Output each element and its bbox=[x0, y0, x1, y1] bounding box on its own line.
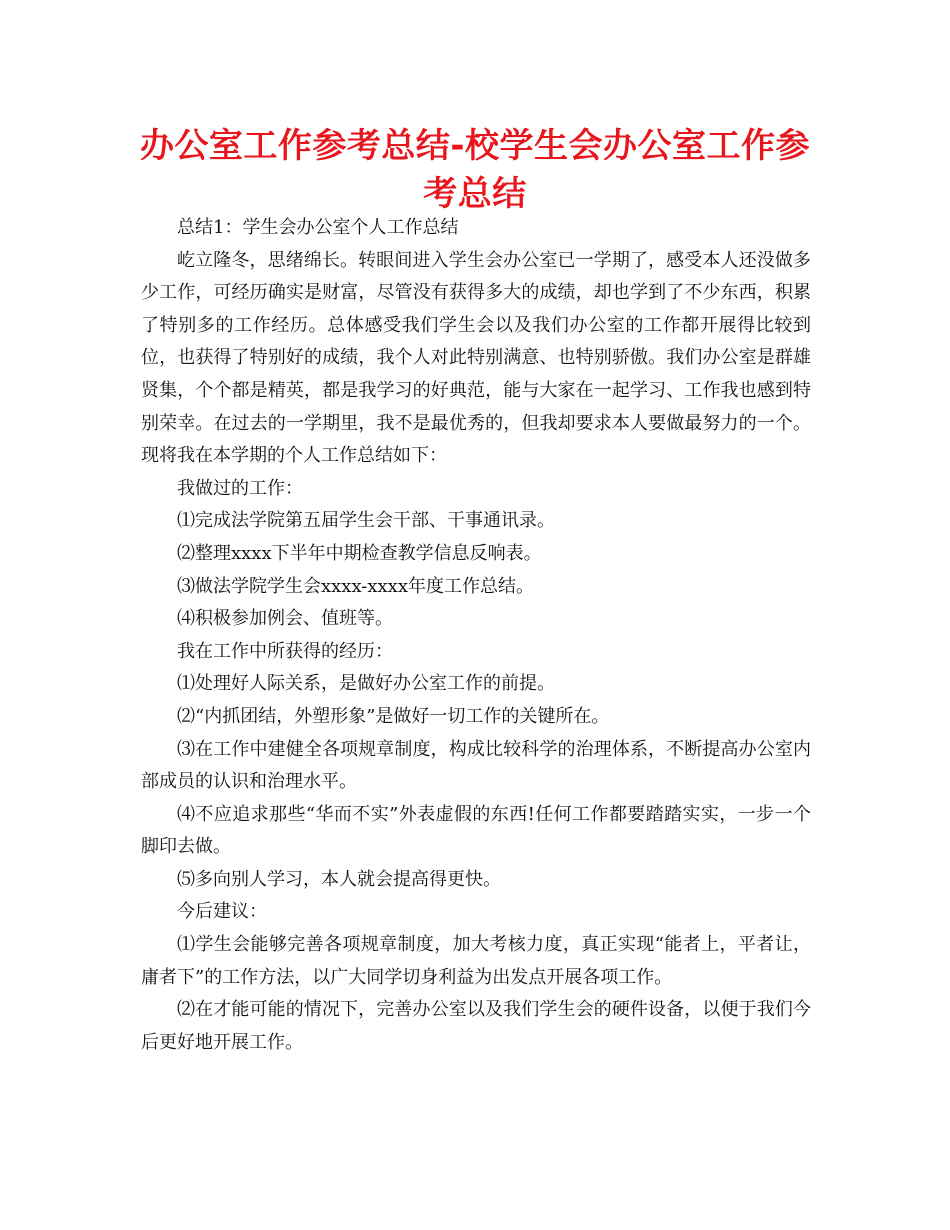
list-item: ⑵整理xxxx下半年中期检查教学信息反响表。 bbox=[177, 542, 542, 564]
list-item: ⑴学生会能够完善各项规章制度，加大考核力度，真正实现“能者上，平者让，庸者下”的工作方法，以广大同学切身利益为出发点开展各项工作。 bbox=[141, 934, 811, 988]
paragraph: 我在工作中所获得的经历： bbox=[177, 640, 393, 662]
list-item: ⑷不应追求那些“华而不实”外表虚假的东西!任何工作都要踏踏实实，一步一个脚印去做。 bbox=[141, 803, 811, 858]
list-item: ⑶在工作中建健全各项规章制度，构成比较科学的治理体系，不断提高办公室内部成员的认识和治理水平。 bbox=[141, 738, 811, 793]
paragraph: 屹立隆冬，思绪绵长。转眼间进入学生会办公室已一学期了，感受本人还没做多少工作，可经历确实是财富，尽管没有获得多大的成绩，却也学到了不少东西，积累了特别多的工作经历。总体感受我们学生会以及我们办公室的工作都开展得比较到位，也获得了特别好的成绩，我个人对此特别满意、也特别骄傲。我们办公室是群雄贤集，个个都是精英，都是我学习的好典范，能与大家在一起学习、工作我也感到特别荣幸。在过去的一学期里，我不是最优秀的，但我却要求本人要做最努力的一个。现将我在本学期的个人工作总结如下： bbox=[141, 249, 811, 467]
list-item: ⑶做法学院学生会xxxx-xxxx年度工作总结。 bbox=[177, 575, 534, 597]
paragraph: 总结1：学生会办公室个人工作总结 bbox=[177, 217, 459, 238]
list-item: ⑵“内抓团结，外塑形象”是做好一切工作的关键所在。 bbox=[177, 705, 610, 727]
paragraph: 今后建议： bbox=[177, 901, 267, 923]
list-item: ⑵在才能可能的情况下，完善办公室以及我们学生会的硬件设备，以便于我们今后更好地开展工作。 bbox=[141, 999, 811, 1053]
list-item: ⑴处理好人际关系，是做好办公室工作的前提。 bbox=[177, 673, 555, 695]
paragraph: 我做过的工作： bbox=[177, 477, 303, 499]
document-body bbox=[141, 212, 811, 1059]
list-item: ⑸多向别人学习，本人就会提高得更快。 bbox=[177, 868, 501, 890]
document-title: 办公室工作参考总结-校学生会办公室工作参考总结 bbox=[139, 126, 811, 214]
list-item: ⑷积极参加例会、值班等。 bbox=[177, 608, 393, 630]
list-item: ⑴完成法学院第五届学生会干部、干事通讯录。 bbox=[177, 510, 555, 532]
